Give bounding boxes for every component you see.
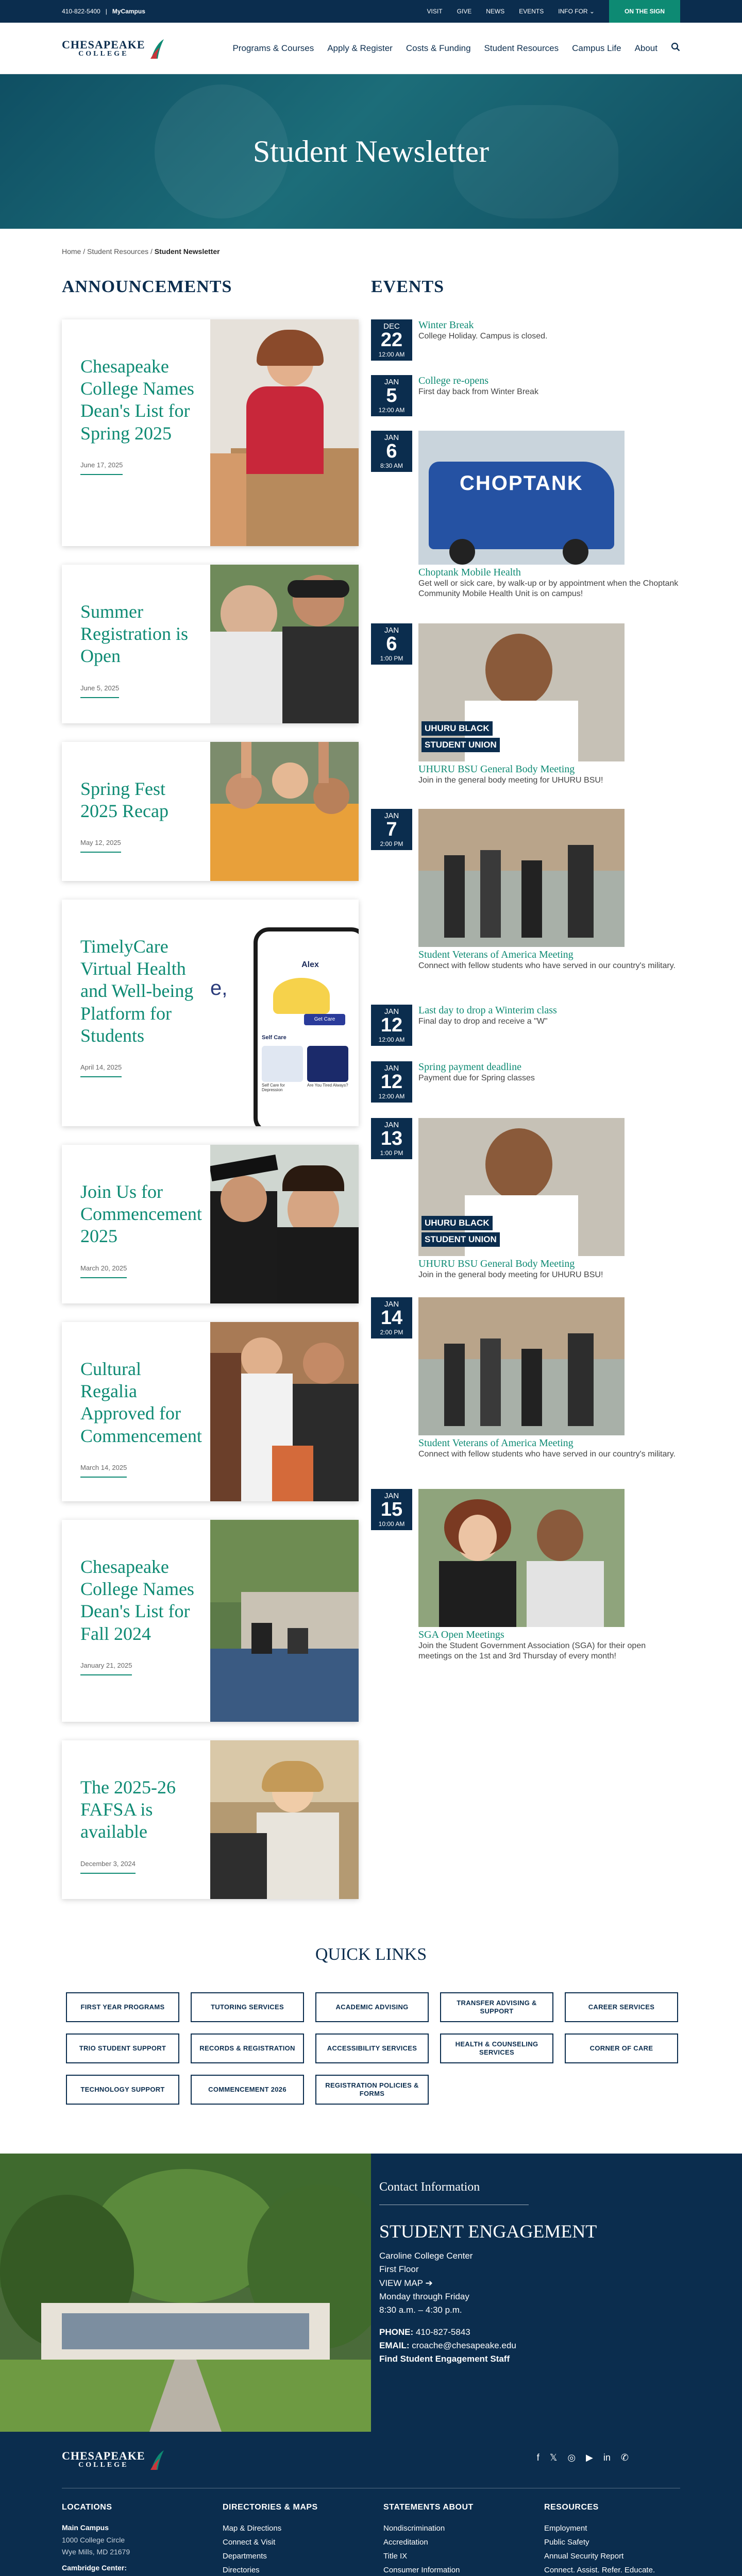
event-title[interactable]: College re-opens <box>418 375 489 386</box>
logo-mark-icon <box>149 2449 163 2470</box>
event-title[interactable]: SGA Open Meetings <box>418 1629 504 1640</box>
announcement-card[interactable]: Chesapeake College Names Dean's List for Spring 2025 June 17, 2025 <box>62 319 359 546</box>
page-title: Student Newsletter <box>252 134 490 168</box>
contact-phone[interactable]: 410-827-5843 <box>415 2327 470 2337</box>
event-date-badge: DEC 22 12:00 AM <box>371 319 412 361</box>
event-item: JAN 7 2:00 PM Student Veterans of America Meeting Connect with fellow students who have served in our country's military. <box>371 809 680 971</box>
event-date-badge: JAN 12 12:00 AM <box>371 1005 412 1046</box>
breadcrumb-home[interactable]: Home <box>62 247 81 256</box>
event-date-badge: JAN 6 1:00 PM <box>371 623 412 665</box>
quick-link-accessibility[interactable]: ACCESSIBILITY SERVICES <box>315 2033 429 2063</box>
contact-email[interactable]: croache@chesapeake.edu <box>412 2341 516 2351</box>
event-title[interactable]: Student Veterans of America Meeting <box>418 1437 574 1449</box>
event-photo <box>418 809 625 947</box>
event-date-badge: JAN 13 1:00 PM <box>371 1118 412 1159</box>
breadcrumb: Home / Student Resources / Student Newsletter <box>62 247 220 256</box>
footer-link[interactable]: Connect. Assist. Refer. Educate. <box>544 2566 655 2574</box>
event-title[interactable]: Choptank Mobile Health <box>418 567 521 578</box>
event-date-badge: JAN 12 12:00 AM <box>371 1061 412 1103</box>
event-item: JAN 6 1:00 PM UHURU BLACK STUDENT UNION UHURU BSU General Body Meeting Join in the general body meeting for UHURU BSU! <box>371 623 680 786</box>
footer-resources: RESOURCES Employment Public Safety Annual Security Report Connect. Assist. Refer. Educate. <box>544 2503 655 2574</box>
event-date-badge: JAN 14 2:00 PM <box>371 1297 412 1338</box>
utility-bar: 410-822-5400 | MyCampus VISIT GIVE NEWS EVENTS INFO FOR ⌄ ON THE SIGN <box>0 0 742 23</box>
instagram-icon[interactable]: ◎ <box>567 2452 576 2463</box>
announcement-card[interactable]: Join Us for Commencement 2025 March 20, 2025 <box>62 1145 359 1303</box>
event-date-badge: JAN 5 12:00 AM <box>371 375 412 416</box>
footer-link[interactable]: Nondiscrimination <box>383 2524 445 2533</box>
quick-link-commencement[interactable]: COMMENCEMENT 2026 <box>191 2075 304 2105</box>
find-staff-link[interactable]: Find Student Engagement Staff <box>379 2354 510 2364</box>
footer-locations: LOCATIONS Main Campus 1000 College Circle Wye Mills, MD 21679 Cambridge Center: <box>62 2503 130 2572</box>
announcement-photo <box>210 1520 359 1722</box>
phone-link[interactable]: 410-822-5400 <box>62 8 100 15</box>
quick-link-transfer-advising[interactable]: TRANSFER ADVISING & SUPPORT <box>440 1992 553 2022</box>
event-photo <box>418 1489 625 1627</box>
announcement-card[interactable]: Summer Registration is Open June 5, 2025 <box>62 565 359 723</box>
announcement-card[interactable]: Spring Fest 2025 Recap May 12, 2025 <box>62 742 359 881</box>
announcement-card[interactable]: Chesapeake College Names Dean's List for Fall 2024 January 21, 2025 <box>62 1520 359 1722</box>
college-logo[interactable]: CHESAPEAKE COLLEGE <box>62 38 163 59</box>
announcement-photo <box>210 319 359 546</box>
event-title[interactable]: Winter Break <box>418 319 474 331</box>
event-photo: UHURU BLACK STUDENT UNION <box>418 623 625 761</box>
social-links <box>537 2452 629 2463</box>
nav-about[interactable]: About <box>634 43 657 53</box>
event-photo: UHURU BLACK STUDENT UNION <box>418 1118 625 1256</box>
announcement-card[interactable]: TimelyCare Virtual Health and Well-being Platform for Students April 14, 2025 e, Alex Get Care Self Care Self Care for Depression Are You Tired Always? <box>62 900 359 1126</box>
event-photo: CHOPTANK <box>418 431 625 565</box>
footer-link[interactable]: Title IX <box>383 2552 408 2561</box>
quick-links <box>0 1945 742 2097</box>
give-link[interactable]: GIVE <box>457 8 472 15</box>
search-icon[interactable] <box>671 42 680 54</box>
youtube-icon[interactable]: ▶ <box>586 2452 593 2463</box>
event-title[interactable]: Student Veterans of America Meeting <box>418 949 574 960</box>
view-map-link[interactable]: VIEW MAP ➔ <box>379 2278 433 2288</box>
announcement-photo <box>210 565 359 723</box>
breadcrumb-current: Student Newsletter <box>154 247 220 256</box>
announcement-photo <box>210 742 359 881</box>
footer-link[interactable]: Annual Security Report <box>544 2552 624 2561</box>
site-footer <box>0 2432 742 2576</box>
event-item: JAN 13 1:00 PM UHURU BLACK STUDENT UNION UHURU BSU General Body Meeting Join in the general body meeting for UHURU BSU! <box>371 1118 680 1280</box>
footer-link[interactable]: Map & Directions <box>223 2524 282 2533</box>
newsletter-content <box>62 273 680 1911</box>
x-icon[interactable]: 𝕏 <box>549 2452 558 2463</box>
nav-student-resources[interactable]: Student Resources <box>484 43 559 53</box>
site-header <box>0 23 742 74</box>
quick-links-heading: QUICK LINKS <box>315 1945 427 1964</box>
main-nav <box>232 42 680 54</box>
event-date-badge: JAN 7 2:00 PM <box>371 809 412 850</box>
events-heading: EVENTS <box>371 277 445 296</box>
quick-link-trio[interactable]: TRIO STUDENT SUPPORT <box>66 2033 179 2063</box>
quick-link-career-services[interactable]: CAREER SERVICES <box>565 1992 678 2022</box>
quick-link-records[interactable]: RECORDS & REGISTRATION <box>191 2033 304 2063</box>
event-title[interactable]: Last day to drop a Winterim class <box>418 1005 557 1016</box>
footer-link[interactable]: Consumer Information <box>383 2566 460 2574</box>
logo-mark-icon <box>149 38 163 59</box>
mycampus-link[interactable]: MyCampus <box>112 8 145 15</box>
event-item: JAN 15 10:00 AM SGA Open Meetings Join the Student Government Association (SGA) for their open meetings on the 1st and 3rd Thursday of every month! <box>371 1489 680 1662</box>
announcement-card[interactable]: The 2025-26 FAFSA is available December 3, 2024 <box>62 1740 359 1899</box>
announcement-photo <box>210 1145 359 1303</box>
hero-banner <box>0 74 742 229</box>
phone-icon[interactable]: ✆ <box>620 2452 629 2463</box>
arrow-right-icon: ➔ <box>425 2278 433 2288</box>
footer-statements: STATEMENTS ABOUT Nondiscrimination Accreditation Title IX Consumer Information <box>383 2503 474 2574</box>
nav-campus-life[interactable]: Campus Life <box>572 43 621 53</box>
contact-section: Contact Information STUDENT ENGAGEMENT Caroline College Center First Floor VIEW MAP ➔ Monday through Friday 8:30 a.m. – 4:30 p.m. PHONE: 410-827-5843 EMAIL: croache@chesapeake.edu Find Student Engagement Staff <box>0 2154 742 2432</box>
footer-link[interactable]: Departments <box>223 2552 267 2561</box>
event-title[interactable]: UHURU BSU General Body Meeting <box>418 764 575 775</box>
event-item: JAN 6 8:30 AM CHOPTANK Choptank Mobile Health Get well or sick care, by walk-up or by appointment when the Choptank Community Mobile Health Unit is on campus! <box>371 431 680 599</box>
nav-apply[interactable]: Apply & Register <box>327 43 393 53</box>
footer-link[interactable]: Accreditation <box>383 2538 428 2547</box>
event-date-badge: JAN 6 8:30 AM <box>371 431 412 472</box>
contact-label: Contact Information <box>379 2180 529 2205</box>
event-date-badge: JAN 15 10:00 AM <box>371 1489 412 1530</box>
announcement-photo: e, Alex Get Care Self Care Self Care for Depression Are You Tired Always? <box>210 900 359 1126</box>
announcement-photo <box>210 1740 359 1899</box>
event-title[interactable]: Spring payment deadline <box>418 1061 521 1073</box>
campus-photo <box>0 2154 371 2432</box>
event-item: JAN 14 2:00 PM Student Veterans of America Meeting Connect with fellow students who have served in our country's military. <box>371 1297 680 1460</box>
announcements-heading: ANNOUNCEMENTS <box>62 277 232 296</box>
quick-link-registration-policies[interactable]: REGISTRATION POLICIES & FORMS <box>315 2075 429 2105</box>
department-title: STUDENT ENGAGEMENT <box>379 2221 597 2242</box>
footer-logo[interactable]: CHESAPEAKE COLLEGE <box>62 2449 163 2470</box>
events-link[interactable]: EVENTS <box>519 8 544 15</box>
event-item: JAN 5 12:00 AM College re-opens First day back from Winter Break <box>371 375 680 397</box>
info-for-menu[interactable]: INFO FOR ⌄ <box>558 8 595 15</box>
footer-link[interactable]: Connect & Visit <box>223 2538 276 2547</box>
event-item: JAN 12 12:00 AM Last day to drop a Winterim class Final day to drop and receive a "W" <box>371 1005 680 1027</box>
quick-link-technology-support[interactable]: TECHNOLOGY SUPPORT <box>66 2075 179 2105</box>
news-link[interactable]: NEWS <box>486 8 505 15</box>
breadcrumb-student-resources[interactable]: Student Resources <box>87 247 149 256</box>
footer-directories: DIRECTORIES & MAPS Map & Directions Connect & Visit Departments Directories <box>223 2503 318 2574</box>
footer-link[interactable]: Public Safety <box>544 2538 589 2547</box>
footer-link[interactable]: Employment <box>544 2524 587 2533</box>
linkedin-icon[interactable]: in <box>603 2452 611 2463</box>
quick-link-tutoring[interactable]: TUTORING SERVICES <box>191 1992 304 2022</box>
event-title[interactable]: UHURU BSU General Body Meeting <box>418 1258 575 1269</box>
quick-link-academic-advising[interactable]: ACADEMIC ADVISING <box>315 1992 429 2022</box>
nav-costs[interactable]: Costs & Funding <box>406 43 471 53</box>
visit-link[interactable]: VISIT <box>427 8 443 15</box>
facebook-icon[interactable]: f <box>536 2452 539 2463</box>
event-item: DEC 22 12:00 AM Winter Break College Holiday. Campus is closed. <box>371 319 680 342</box>
announcement-card[interactable]: Cultural Regalia Approved for Commencement March 14, 2025 <box>62 1322 359 1501</box>
quick-link-corner-of-care[interactable]: CORNER OF CARE <box>565 2033 678 2063</box>
on-the-sign-link[interactable]: ON THE SIGN <box>609 0 680 23</box>
event-photo <box>418 1297 625 1435</box>
quick-link-first-year[interactable]: FIRST YEAR PROGRAMS <box>66 1992 179 2022</box>
footer-link[interactable]: Directories <box>223 2566 260 2574</box>
nav-programs[interactable]: Programs & Courses <box>232 43 314 53</box>
event-item: JAN 12 12:00 AM Spring payment deadline Payment due for Spring classes <box>371 1061 680 1083</box>
announcement-photo <box>210 1322 359 1501</box>
quick-link-health-counseling[interactable]: HEALTH & COUNSELING SERVICES <box>440 2033 553 2063</box>
